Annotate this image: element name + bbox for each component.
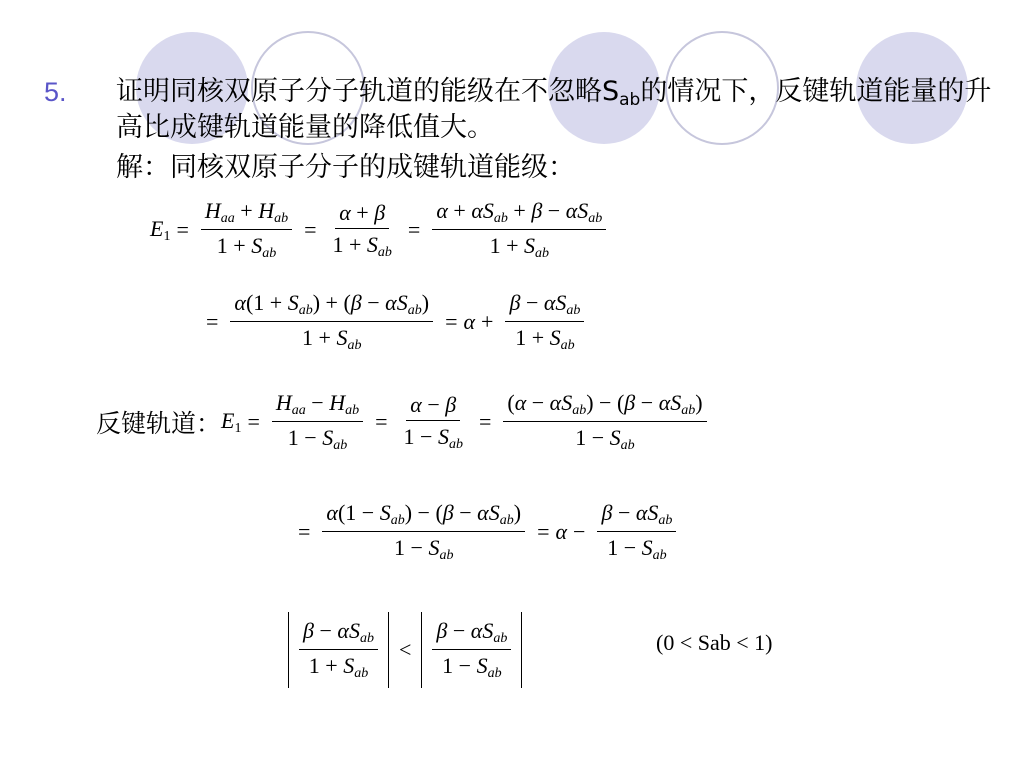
equation-antibonding-1: 反键轨道： E1 = $\frac{\text{Haa − Hab}}{\text{1 − Sab}}$ = $\frac{\alpha - \beta}{\text{1 − Sab}}$ = $\frac{\text{(α − αSab) − (β − αSab)}}{\text{1 − Sab}}$ [96, 390, 713, 454]
abs-antibonding: $\frac{\text{β − αSab}}{\text{1 − Sab}}$ [421, 612, 522, 688]
condition: (0 < Sab < 1) [656, 630, 773, 655]
equation-bonding-2: = $\frac{\text{α(1 + Sab) + (β − αSab)}}{\text{1 + Sab}}$ = α + $\frac{\text{β − αSab}}{\text{1 + Sab}}$ [200, 290, 590, 354]
abs-bonding: $\frac{\text{β − αSab}}{\text{1 + Sab}}$ [288, 612, 389, 688]
problem-statement: 证明同核双原子分子轨道的能级在不忽略$S_{ab}$的情况下，反键轨道能量的升高比成键轨道能量的降低值大。 [116, 76, 992, 143]
problem-number: 5. [44, 77, 67, 107]
equation-antibonding-2: = $\frac{\text{α(1 − Sab) − (β − αSab)}}{\text{1 − Sab}}$ = α − $\frac{\text{β − αSab}}{\text{1 − Sab}}$ [292, 500, 682, 564]
inequality: $\frac{\text{β − αSab}}{\text{1 + Sab}}$ < $\frac{\text{β − αSab}}{\text{1 − Sab}}$ [284, 612, 526, 688]
antibonding-label: 反键轨道： [96, 409, 222, 438]
equation-bonding-1: E1 = $\frac{\text{Haa + Hab}}{\text{1 + Sab}}$ = $\frac{\alpha + \beta}{\text{1 + Sab}}$ = $\frac{\text{α + αSab + β − αSab}}{\text{1 + Sab}}$ [150, 198, 612, 262]
solution-label: 解：同核双原子分子的成键轨道能级： [116, 152, 575, 183]
